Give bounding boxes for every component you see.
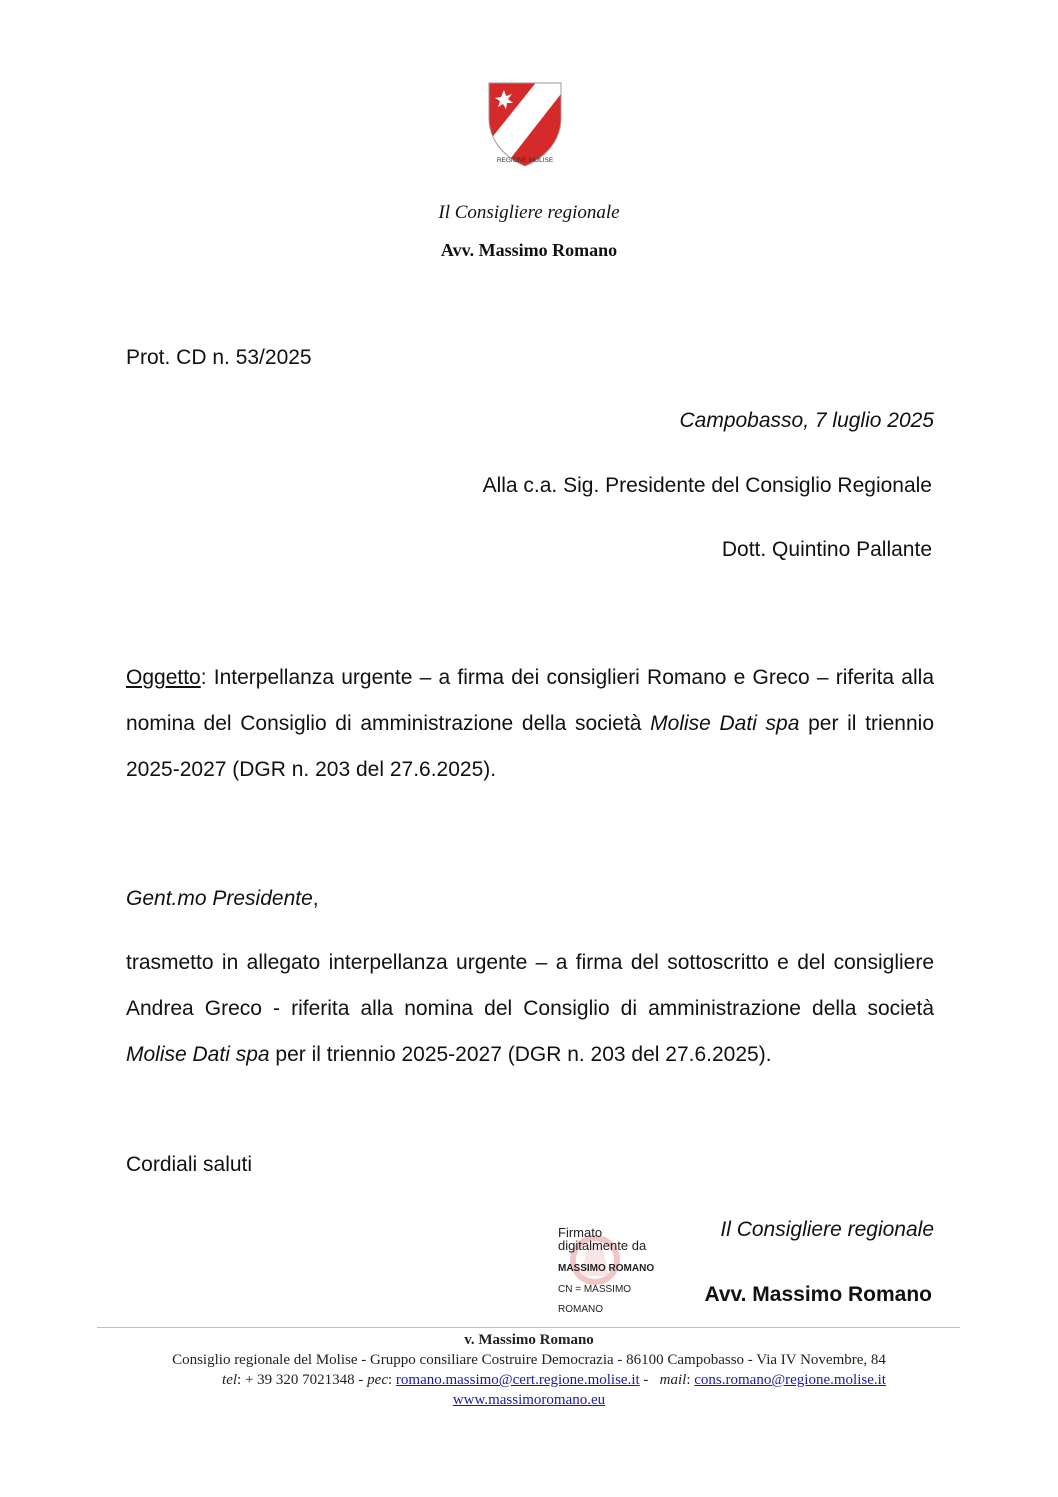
signature-title: Il Consigliere regionale <box>720 1218 934 1241</box>
salutation-punct: , <box>312 887 319 910</box>
recipient-line-1: Alla c.a. Sig. Presidente del Consiglio Regionale <box>482 474 932 497</box>
salutation <box>126 876 319 922</box>
footer-divider <box>97 1327 960 1328</box>
body-text-1: trasmetto in allegato interpellanza urgente – a firma del sottoscritto e del consigliere Andrea Greco - riferita alla nomina del Consiglio di amministrazione della società <box>126 951 934 1020</box>
letter-date: Campobasso, 7 luglio 2025 <box>679 409 934 432</box>
footer-pec-label: pec <box>367 1372 388 1388</box>
recipient-line-2: Dott. Quintino Pallante <box>721 538 932 561</box>
regione-molise-logo <box>486 80 564 172</box>
footer-mail-label: mail <box>659 1372 687 1388</box>
footer-name: v. Massimo Romano <box>464 1332 594 1348</box>
logo-caption: REGIONE MOLISE <box>496 157 554 164</box>
subject-text-1: : Interpellanza urgente – a firma dei consiglieri Romano e Greco – riferita alla nomina del Consiglio di amministrazione della società <box>126 666 934 735</box>
salutation-text: Gent.mo Presidente <box>126 887 313 910</box>
subject-text-2: per il triennio 2025-2027 (DGR n. 203 del 27.6.2025). <box>126 712 934 781</box>
footer-mail-colon: : <box>686 1372 695 1388</box>
footer-address: Consiglio regionale del Molise - Gruppo consiliare Costruire Democrazia - 86100 Campobasso - Via IV Novembre, 84 <box>172 1352 886 1368</box>
stamp-name: MASSIMO ROMANO <box>558 1263 655 1274</box>
footer-tel-label: tel <box>222 1372 238 1388</box>
pec-email-link[interactable]: romano.massimo@cert.regione.molise.it <box>395 1372 640 1388</box>
stamp-cn-2: ROMANO <box>558 1304 603 1315</box>
subject-label: Oggetto <box>126 666 201 689</box>
stamp-cn-1: CN = MASSIMO <box>558 1284 632 1295</box>
footer-contacts <box>50 1370 1058 1390</box>
website-link[interactable]: www.massimoromano.eu <box>452 1392 606 1408</box>
mail-email-link[interactable]: cons.romano@regione.molise.it <box>694 1372 886 1388</box>
body-paragraph <box>126 940 934 1078</box>
subject-paragraph <box>126 655 934 793</box>
footer-pec-sep: : <box>387 1372 396 1388</box>
footer-website <box>0 1390 1058 1410</box>
protocol-number: Prot. CD n. 53/2025 <box>126 346 312 369</box>
header-name: Avv. Massimo Romano <box>440 240 618 260</box>
signature-name: Avv. Massimo Romano <box>704 1283 932 1306</box>
footer-tel: : + 39 320 7021348 - <box>237 1372 368 1388</box>
header-title: Il Consigliere regionale <box>438 202 620 223</box>
footer-mail-sep: - <box>639 1372 660 1388</box>
digital-signature-stamp <box>558 1226 678 1315</box>
stamp-line-2: digitalmente da <box>558 1238 647 1253</box>
body-company: Molise Dati spa <box>126 1043 270 1066</box>
subject-company: Molise Dati spa <box>650 712 800 735</box>
closing: Cordiali saluti <box>126 1153 253 1176</box>
body-text-2: per il triennio 2025-2027 (DGR n. 203 del 27.6.2025). <box>269 1043 772 1066</box>
stamp-line-1: Firmato <box>558 1225 603 1240</box>
